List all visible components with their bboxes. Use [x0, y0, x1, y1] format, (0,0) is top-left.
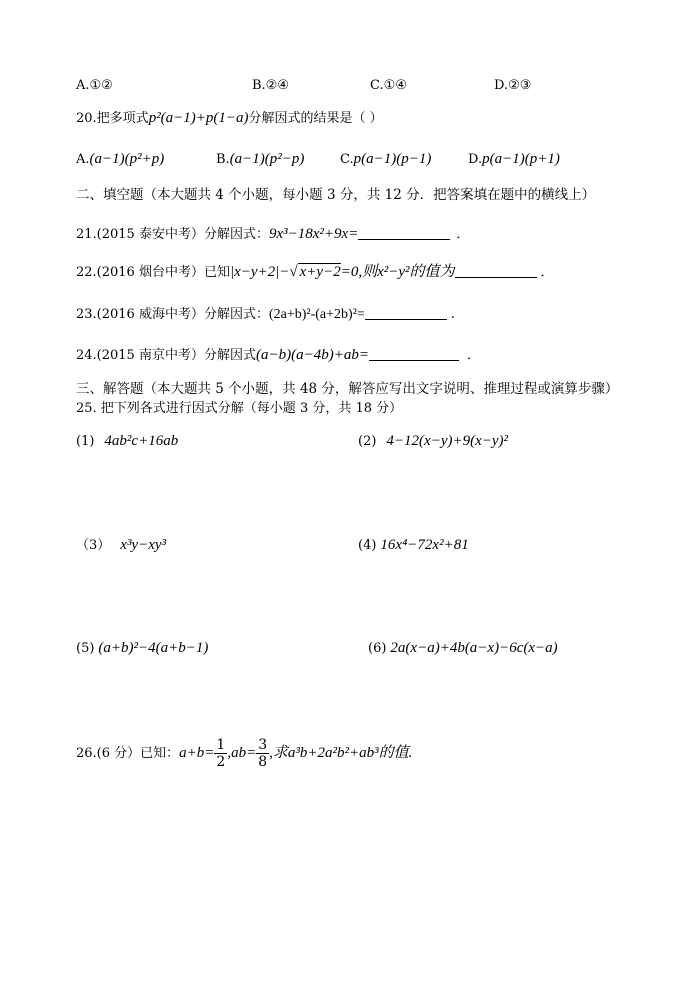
q22-prefix: 22.(2016 烟台中考）已知	[76, 265, 230, 280]
q20-option-a-label: A.	[76, 152, 90, 167]
q25-part-2-expr: 4−12(x−y)+9(x−y)²	[386, 433, 509, 449]
q25-part-1-label: (1)	[76, 434, 95, 449]
q20-option-d-label: D.	[468, 152, 483, 167]
q22-end: ．	[540, 265, 554, 280]
q19-option-c: C.①④	[370, 78, 407, 93]
q20-option-b-expr: (a−1)(p²−p)	[229, 151, 305, 167]
question-22: 22.(2016 烟台中考）已知|x−y+2|−√ x+y−2=0,则x²−y²的值为 ．	[76, 264, 554, 280]
q25-part-3	[76, 535, 166, 556]
q20-option-c-expr: p(a−1)(p−1)	[353, 151, 432, 167]
q20-option-a-expr: (a−1)(p²+p)	[89, 151, 165, 167]
q24-end: ．	[466, 348, 480, 363]
q26-fraction-2-numerator: 3	[258, 737, 268, 753]
q20-option-c	[340, 149, 431, 170]
question-21	[76, 224, 469, 245]
q25-part-3-expr: x³y−xy³	[120, 537, 167, 553]
q20-option-d-expr: p(a−1)(p+1)	[482, 151, 560, 167]
q21-expression: 9x³−18x²+9x=	[268, 226, 359, 242]
q25-part-4-expr: 16x⁴−72x²+81	[380, 537, 469, 553]
q25-part-6-label: (6)	[368, 641, 387, 656]
q26-fraction-1	[214, 737, 227, 770]
q19-option-a: A.①②	[76, 78, 113, 93]
q25-part-5	[76, 638, 208, 659]
section-3-heading: 三、解答题（本大题共 5 个小题，共 48 分，解答应写出文字说明、推理过程或演算步骤）	[76, 381, 619, 397]
q20-expression: p²(a−1)+p(1−a)	[148, 110, 249, 126]
q19-option-b: B.②④	[252, 78, 289, 93]
question-24	[76, 345, 480, 366]
q25-part-4-label: (4)	[358, 538, 377, 553]
q25-part-6-expr: 2a(x−a)+4b(a−x)−6c(x−a)	[390, 640, 558, 656]
q25-part-5-label: (5)	[76, 641, 95, 656]
q25-part-5-expr: (a+b)²−4(a+b−1)	[98, 640, 209, 656]
q26-fraction-2-denominator: 8	[258, 754, 268, 770]
question-26	[76, 733, 412, 774]
q26-expression-b: ,ab=	[227, 745, 257, 761]
q25-part-1-expr: 4ab²c+16ab	[104, 433, 179, 449]
q25-part-3-label: （3）	[76, 538, 111, 553]
q22-sqrt-expression: x+y−2	[299, 264, 341, 280]
q20-option-c-label: C.	[340, 152, 354, 167]
q26-expression-c: ,求a³b+2a²b²+ab³的值.	[269, 745, 413, 761]
q21-end: ．	[456, 227, 470, 242]
q26-fraction-2	[256, 737, 269, 770]
q22-expression-b: =0,则x²−y²的值为	[340, 264, 455, 280]
q21-prefix: 21.(2015 泰安中考）分解因式：	[76, 227, 269, 242]
q20-option-b-label: B.	[216, 152, 230, 167]
q25-part-6	[368, 638, 558, 659]
question-23	[76, 305, 455, 325]
q24-expression: (a−b)(a−4b)+ab=	[255, 347, 369, 363]
q23-answer-blank[interactable]	[365, 305, 447, 320]
q19-option-d: D.②③	[494, 78, 532, 93]
section-2-heading: 二、填空题（本大题共 4 个小题，每小题 3 分，共 12 分．把答案填在题中的横线上）	[76, 187, 596, 203]
q26-fraction-1-denominator: 2	[216, 754, 226, 770]
q20-suffix: 分解因式的结果是（ ）	[248, 111, 383, 126]
q23-expression: (2a+b)²-(a+2b)²=	[268, 307, 365, 322]
q21-answer-blank[interactable]	[358, 225, 450, 240]
q20-option-a	[76, 149, 164, 170]
q20-prefix: 20.把多项式	[76, 111, 149, 126]
q24-prefix: 24.(2015 南京中考）分解因式	[76, 348, 256, 363]
q23-end: .	[450, 307, 455, 322]
q25-part-1	[76, 431, 178, 452]
q25-part-2-label: (2)	[358, 434, 377, 449]
q26-expression-a: a+b=	[179, 745, 215, 761]
q22-expression-a: |x−y+2|−	[229, 264, 290, 280]
q22-answer-blank[interactable]	[455, 263, 537, 278]
q20-option-b	[216, 149, 304, 170]
q25-heading: 25. 把下列各式进行因式分解（每小题 3 分，共 18 分）	[76, 401, 403, 416]
q20-option-d	[468, 149, 560, 170]
question-20	[76, 108, 383, 129]
q25-part-4	[358, 535, 469, 556]
q26-prefix: 26.(6 分）已知：	[76, 746, 180, 761]
q25-part-2	[358, 431, 508, 452]
q23-prefix: 23.(2016 威海中考）分解因式：	[76, 307, 269, 322]
q26-fraction-1-numerator: 1	[216, 737, 226, 753]
q24-answer-blank[interactable]	[369, 346, 459, 361]
